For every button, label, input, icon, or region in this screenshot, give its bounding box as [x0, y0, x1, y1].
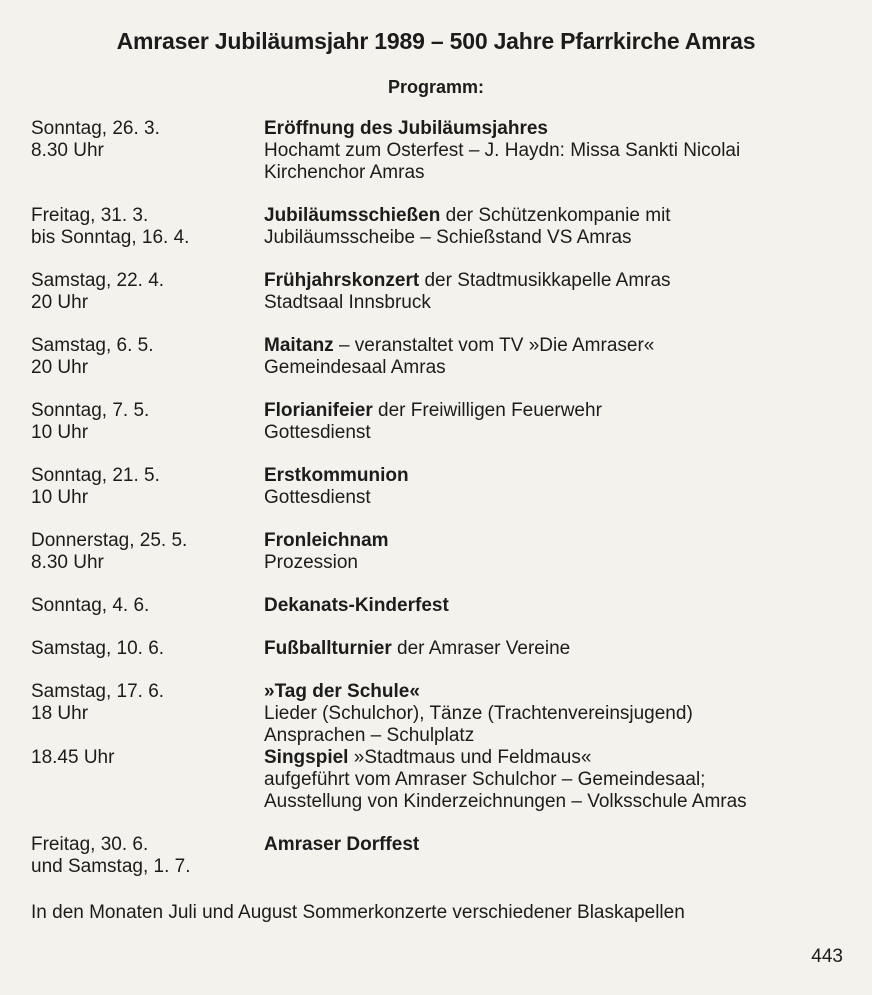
- event-title: Amraser Dorffest: [264, 834, 420, 855]
- event-item: [0, 747, 872, 813]
- event-date: Sonntag, 21. 5. 10 Uhr: [31, 465, 160, 508]
- event-date: Samstag, 17. 6. 18 Uhr: [31, 681, 165, 724]
- event-details: [264, 595, 854, 617]
- event-line: Stadtsaal Innsbruck: [264, 292, 431, 313]
- event-line: Lieder (Schulchor), Tänze (Trachtenvereinsjugend): [264, 703, 693, 724]
- event-details: Frühjahrskonzert der Stadtmusikkapelle Amras Stadtsaal Innsbruck: [264, 270, 854, 314]
- event-date: Samstag, 10. 6.: [31, 638, 165, 659]
- event-date: Freitag, 31. 3. bis Sonntag, 16. 4.: [31, 205, 190, 248]
- event-line: Gottesdienst: [264, 487, 371, 508]
- event-title: Frühjahrskonzert: [264, 270, 420, 291]
- program-heading: Programm:: [387, 77, 485, 97]
- event-details: [264, 465, 854, 509]
- event-item: [0, 465, 872, 509]
- event-item: [0, 205, 872, 249]
- event-line: Hochamt zum Osterfest – J. Haydn: Missa Sankti Nicolai: [264, 140, 741, 161]
- event-list: [0, 118, 872, 877]
- event-line: aufgeführt vom Amraser Schulchor – Gemeindesaal;: [264, 769, 706, 790]
- event-details: Florianifeier der Freiwilligen Feuerwehr Gottesdienst: [264, 400, 854, 444]
- event-item: [0, 335, 872, 379]
- event-date: Freitag, 30. 6. und Samstag, 1. 7.: [31, 834, 191, 877]
- event-line: Ausstellung von Kinderzeichnungen – Volksschule Amras: [264, 791, 747, 812]
- event-details: [264, 530, 854, 574]
- event-details: Maitanz – veranstaltet vom TV »Die Amraser« Gemeindesaal Amras: [264, 335, 854, 379]
- event-title: Fußballturnier: [264, 638, 392, 659]
- event-item: [0, 400, 872, 444]
- event-item: [0, 530, 872, 574]
- event-title: Fronleichnam: [264, 530, 389, 551]
- event-date: Donnerstag, 25. 5. 8.30 Uhr: [31, 530, 188, 573]
- event-line: Ansprachen – Schulplatz: [264, 725, 475, 746]
- event-title: »Tag der Schule«: [264, 681, 420, 702]
- event-line: Gottesdienst: [264, 422, 371, 443]
- event-title: Florianifeier: [264, 400, 373, 421]
- event-line: Gemeindesaal Amras: [264, 357, 446, 378]
- event-item: [0, 118, 872, 184]
- event-details: Fußballturnier der Amraser Vereine: [264, 638, 571, 659]
- page-number: 443: [811, 946, 843, 967]
- event-title: Erstkommunion: [264, 465, 409, 486]
- event-date: Samstag, 22. 4. 20 Uhr: [31, 270, 165, 313]
- event-date: Sonntag, 7. 5. 10 Uhr: [31, 400, 150, 443]
- event-line: Prozession: [264, 552, 358, 573]
- event-title: Singspiel: [264, 747, 349, 768]
- footer-note: In den Monaten Juli und August Sommerkonzerte verschiedener Blaskapellen: [31, 902, 685, 923]
- event-item: [0, 595, 872, 617]
- event-item: [0, 681, 872, 747]
- event-item: [0, 834, 872, 877]
- event-date: Sonntag, 4. 6.: [31, 595, 150, 616]
- page-title: Amraser Jubiläumsjahr 1989 – 500 Jahre Pfarrkirche Amras: [116, 28, 756, 54]
- event-title: Maitanz: [264, 335, 334, 356]
- event-line: Kirchenchor Amras: [264, 162, 425, 183]
- event-line: Jubiläumsscheibe – Schießstand VS Amras: [264, 227, 632, 248]
- event-details: Jubiläumsschießen der Schützenkompanie mit Jubiläumsscheibe – Schießstand VS Amras: [264, 205, 854, 249]
- event-item: [0, 638, 872, 660]
- event-title: Dekanats-Kinderfest: [264, 595, 449, 616]
- event-details: [264, 834, 854, 856]
- event-details: Singspiel »Stadtmaus und Feldmaus« aufgeführt vom Amraser Schulchor – Gemeindesaal; Ausstellung von Kinderzeichnungen – Volksschule Amras: [264, 747, 854, 813]
- event-date: Samstag, 6. 5. 20 Uhr: [31, 335, 154, 378]
- event-item: [0, 270, 872, 314]
- event-title: Jubiläumsschießen: [264, 205, 441, 226]
- event-title: Eröffnung des Jubiläumsjahres: [264, 118, 548, 139]
- event-date: 18.45 Uhr: [31, 747, 115, 768]
- event-date: Sonntag, 26. 3. 8.30 Uhr: [31, 118, 160, 161]
- event-details: [264, 118, 854, 184]
- event-details: [264, 681, 854, 747]
